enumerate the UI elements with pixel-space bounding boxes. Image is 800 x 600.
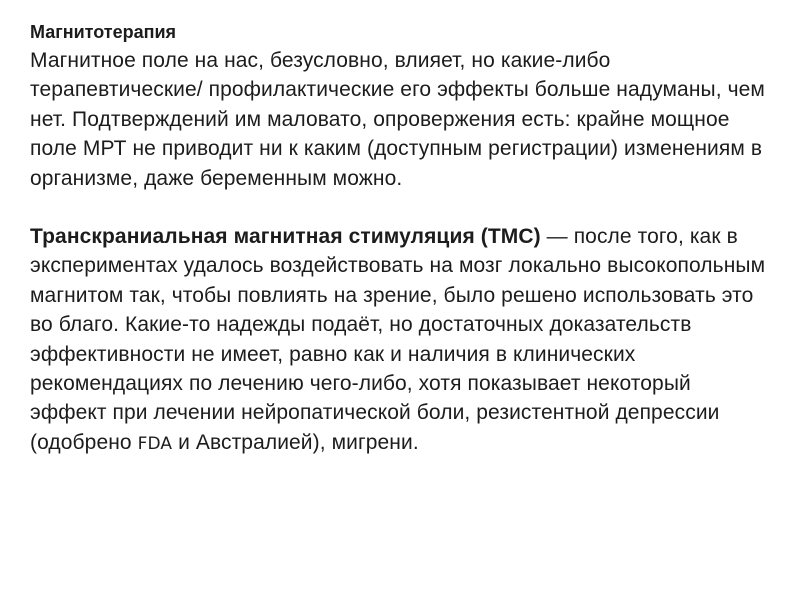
tms-text-part1: — после того, как в экспериментах удалось воздействовать на мозг локально высокопольным магнитом так, чтобы повлиять на зрение, было решено использовать это во благо. Какие-то надежды подаёт, но достаточных доказательств эффективности не имеет, равно как и наличия в клинических рекомендациях по лечению чего-либо, хотя показывает некоторый эффект при лечении нейропатической боли, резистентной депрессии (одобрено	[30, 225, 766, 454]
section-body-tms	[30, 222, 770, 459]
section-title-magnetotherapy: Магнитотерапия	[30, 22, 177, 42]
paragraph-gap	[30, 193, 770, 222]
section-body-magnetotherapy: Магнитное поле на нас, безусловно, влияет, но какие-либо терапевтические/ профилактические его эффекты больше надуманы, чем нет. Подтверждений им маловато, опровержения есть: крайне мощное поле МРТ не приводит ни к каким (доступным регистрации) изменениям в организме, даже беременным можно.	[30, 49, 765, 190]
fda-abbreviation: FDA	[137, 433, 173, 454]
tms-text-part2: и Австралией), мигрени.	[172, 430, 419, 454]
section-title-tms: Транскраниальная магнитная стимуляция (ТМС)	[30, 225, 541, 249]
